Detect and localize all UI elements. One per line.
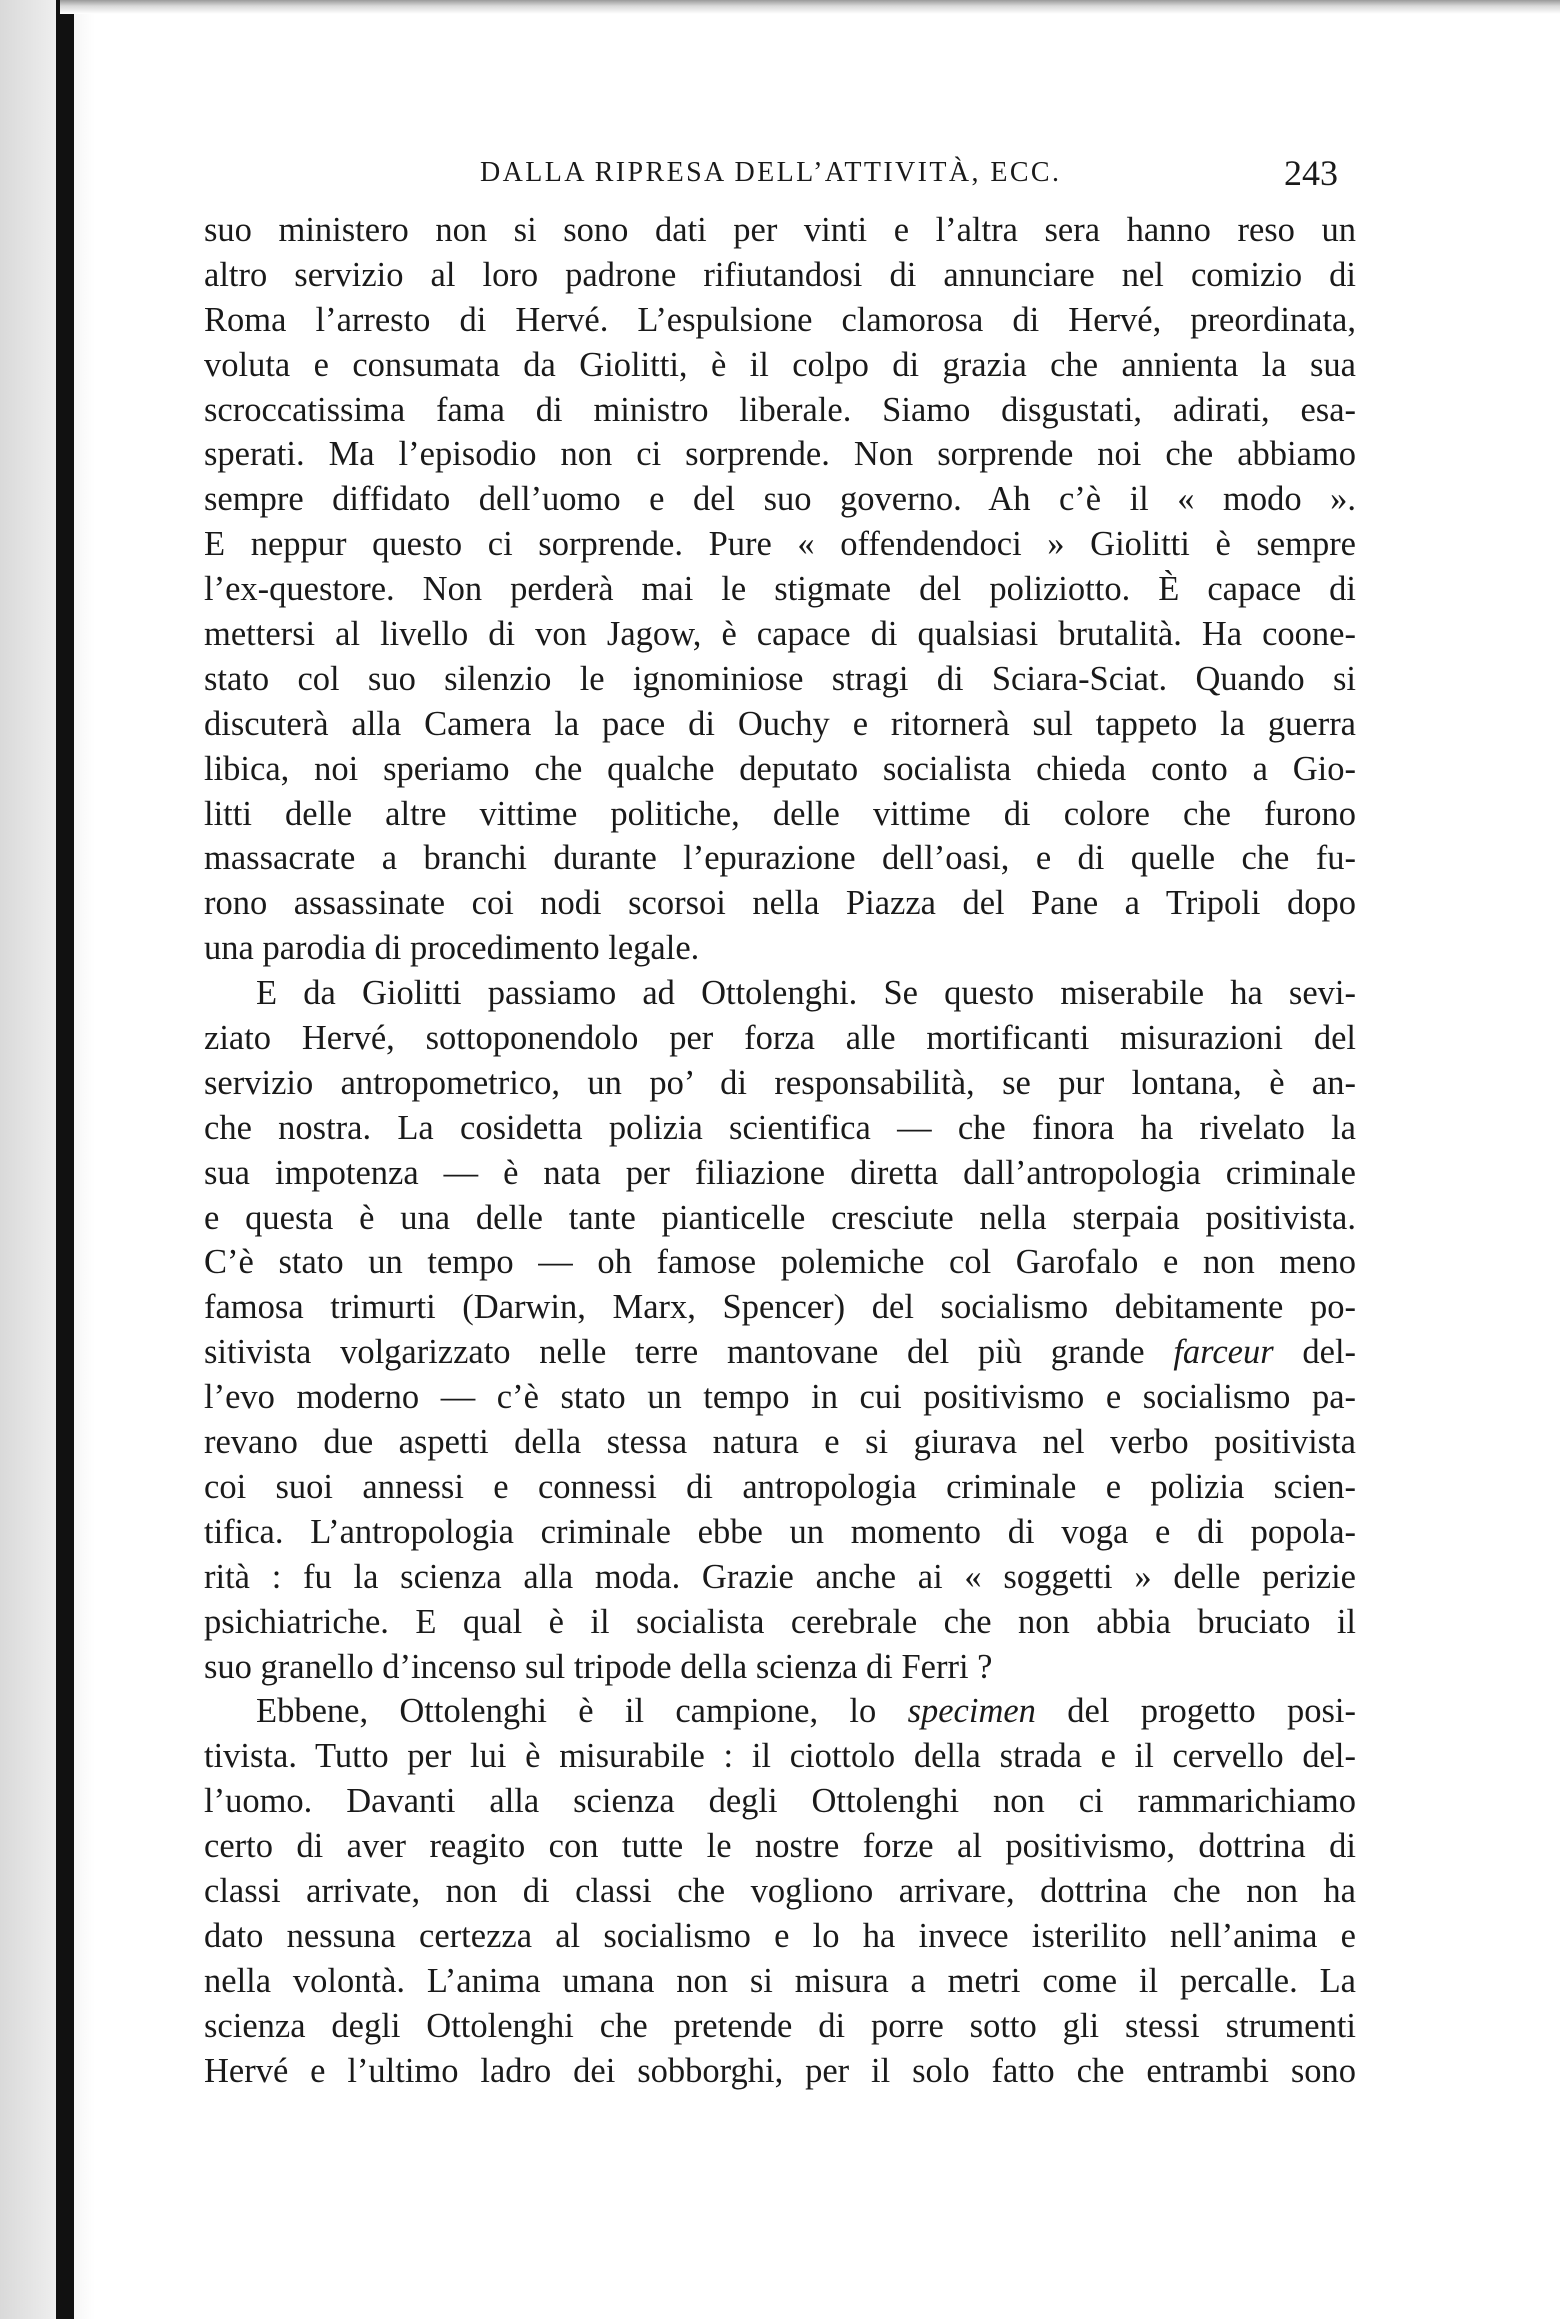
scan-top-edge [60,0,1560,14]
text-line: l’uomo. Davanti alla scienza degli Ottolenghi non ci rammarichiamo [204,1782,1356,1821]
text-line: rono assassinate coi nodi scorsoi nella Piazza del Pane a Tripoli dopo [204,884,1356,923]
text-segment: Ebbene, Ottolenghi è il campione, lo [256,1692,877,1731]
text-line: sempre diffidato dell’uomo e del suo governo. Ah c’è il « modo ». [204,480,1356,519]
text-segment: del progetto posi- [1067,1692,1356,1731]
text-line-italic-term [204,1330,1356,1375]
text-line: C’è stato un tempo — oh famose polemiche col Garofalo e non meno [204,1243,1356,1282]
text-line: servizio antropometrico, un po’ di responsabilità, se pur lontana, è an- [204,1063,1356,1102]
text-line: E neppur questo ci sorprende. Pure « offendendoci » Giolitti è sempre [204,525,1356,564]
text-line: voluta e consumata da Giolitti, è il colpo di grazia che annienta la sua [204,345,1356,384]
binding-edge-line [56,0,74,2319]
text-line: stato col suo silenzio le ignominiose stragi di Sciara-Sciat. Quando si [204,659,1356,698]
page-binding-shadow [0,0,95,2319]
text-line: l’ex-questore. Non perderà mai le stigmate del poliziotto. È capace di [204,570,1356,609]
italic-term-specimen: specimen [907,1692,1036,1731]
page-number: 243 [1284,153,1338,193]
text-line: psichiatriche. E qual è il socialista cerebrale che non abbia bruciato il [204,1602,1356,1641]
text-line: classi arrivate, non di classi che vogliono arrivare, dottrina che non ha [204,1871,1356,1910]
text-line: scroccatissima fama di ministro liberale. Siamo disgustati, adirati, esa- [204,390,1356,429]
running-head: DALLA RIPRESA DELL’ATTIVITÀ, ECC. [480,157,1062,188]
text-line: sperati. Ma l’episodio non ci sorprende. Non sorprende noi che abbiamo [204,435,1356,474]
text-segment: del- [1302,1333,1357,1372]
text-line: revano due aspetti della stessa natura e si giurava nel verbo positivista [204,1423,1356,1462]
text-line: l’evo moderno — c’è stato un tempo in cui positivismo e socialismo pa- [204,1378,1356,1417]
text-line: suo granello d’incenso sul tripode della scienza di Ferri ? [204,1647,993,1686]
text-line: tivista. Tutto per lui è misurabile : il ciottolo della strada e il cervello del- [204,1737,1356,1776]
page-header [208,148,1348,198]
text-line: dato nessuna certezza al socialismo e lo ha invece isterilito nell’anima e [204,1916,1356,1955]
text-line: Hervé e l’ultimo ladro dei sobborghi, per il solo fatto che entrambi sono [204,2051,1356,2090]
body-text [204,208,1356,2093]
text-line: rità : fu la scienza alla moda. Grazie anche ai « soggetti » delle perizie [204,1557,1356,1596]
text-line: nella volontà. L’anima umana non si misura a metri come il percalle. La [204,1961,1356,2000]
text-line: litti delle altre vittime politiche, delle vittime di colore che furono [204,794,1356,833]
text-line: sua impotenza — è nata per filiazione diretta dall’antropologia criminale [204,1153,1356,1192]
text-line: famosa trimurti (Darwin, Marx, Spencer) del socialismo debitamente po- [204,1288,1356,1327]
text-segment: sitivista volgarizzato nelle terre mantovane del più grande [204,1333,1145,1372]
italic-term-farceur: farceur [1173,1333,1274,1372]
text-line: una parodia di procedimento legale. [204,929,700,968]
text-line: che nostra. La cosidetta polizia scientifica — che finora ha rivelato la [204,1108,1356,1147]
text-line: e questa è una delle tante pianticelle cresciute nella sterpaia positivista. [204,1198,1356,1237]
text-line: massacrate a branchi durante l’epurazione dell’oasi, e di quelle che fu- [204,839,1356,878]
text-line-italic-term [204,1689,1356,1734]
text-line: libica, noi speriamo che qualche deputato socialista chieda conto a Gio- [204,749,1356,788]
text-line: discuterà alla Camera la pace di Ouchy e ritornerà sul tappeto la guerra [204,704,1356,743]
text-line: suo ministero non si sono dati per vinti e l’altra sera hanno reso un [204,211,1356,249]
text-line: Roma l’arresto di Hervé. L’espulsione clamorosa di Hervé, preordinata, [204,300,1356,339]
text-line: ziato Hervé, sottoponendolo per forza alle mortificanti misurazioni del [204,1019,1356,1058]
text-line: E da Giolitti passiamo ad Ottolenghi. Se questo miserabile ha sevi- [256,974,1356,1013]
text-line: mettersi al livello di von Jagow, è capace di qualsiasi brutalità. Ha coone- [204,615,1356,654]
text-line: altro servizio al loro padrone rifiutandosi di annunciare nel comizio di [204,255,1356,294]
text-line: coi suoi annessi e connessi di antropologia criminale e polizia scien- [204,1467,1356,1506]
text-line: scienza degli Ottolenghi che pretende di porre sotto gli stessi strumenti [204,2006,1356,2045]
text-line: certo di aver reagito con tutte le nostre forze al positivismo, dottrina di [204,1827,1356,1866]
text-line: tifica. L’antropologia criminale ebbe un momento di voga e di popola- [204,1512,1356,1551]
